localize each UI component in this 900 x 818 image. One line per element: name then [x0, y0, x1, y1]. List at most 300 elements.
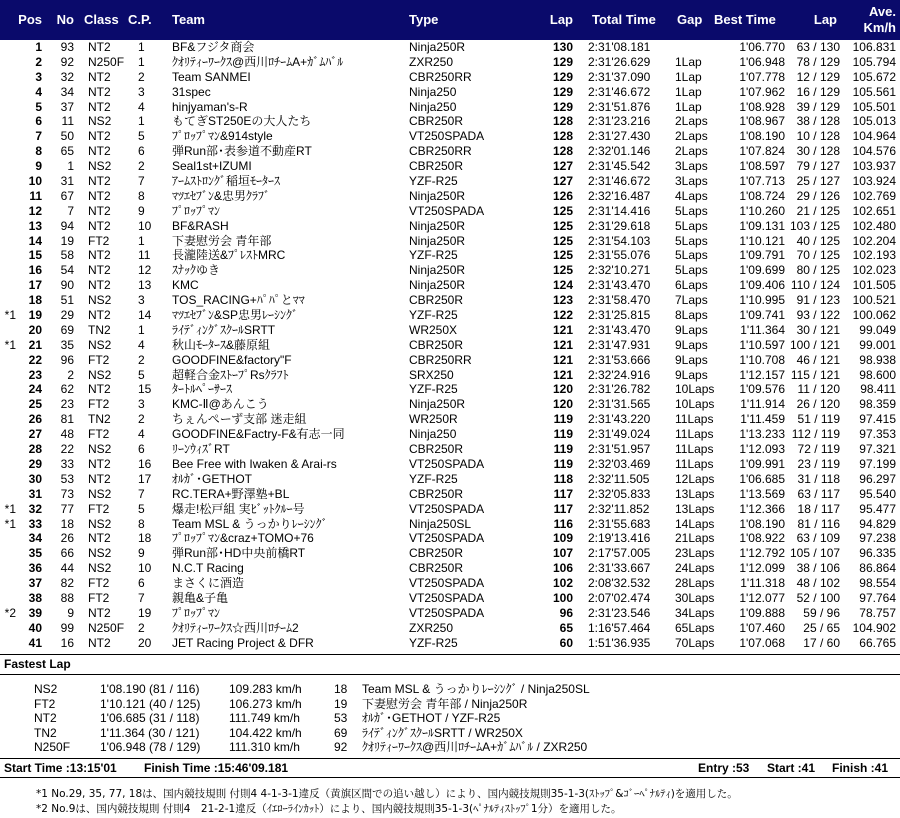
cell-pos: 29 — [28, 456, 42, 471]
cell-cls: NS2 — [88, 337, 112, 352]
cell-gap: 8Laps — [675, 308, 708, 323]
table-row — [0, 55, 900, 70]
cell-team: もてぎST250Eの大人たち — [172, 114, 312, 129]
table-row — [0, 100, 900, 115]
cell-total: 2:31'43.470 — [588, 322, 651, 337]
cell-ave: 100.521 — [852, 293, 896, 308]
cell-team: ﾌﾟﾛｯﾌﾟﾏﾝ&craz+TOMO+76 — [172, 531, 314, 546]
cell-total: 2:32'24.916 — [588, 367, 651, 382]
cell-lap: 128 — [552, 129, 573, 144]
cell-bestlap: 31 / 118 — [797, 471, 840, 486]
cell-best: 1'12.093 — [739, 442, 785, 457]
cell-no: 66 — [60, 546, 74, 561]
table-row — [0, 636, 900, 651]
cell-pos: 20 — [28, 322, 42, 337]
cell-pos: 35 — [28, 546, 42, 561]
cell-type: VT250SPADA — [409, 129, 485, 144]
cell-bestlap: 38 / 128 — [796, 114, 840, 129]
cell-lap: 119 — [553, 427, 573, 442]
cell-lap: 124 — [552, 278, 573, 293]
cell-best: 1'06.685 — [739, 471, 785, 486]
cell-cls: NT2 — [88, 188, 111, 203]
cell-ave: 96.297 — [859, 471, 896, 486]
cell-type: VT250SPADA — [409, 456, 485, 471]
cell-gap: 7Laps — [675, 293, 708, 308]
cell-type: Ninja250SL — [409, 516, 472, 531]
cell-ave: 95.540 — [859, 486, 896, 501]
cell-team: ｽﾅｯｸゆき — [172, 263, 221, 278]
cell-total: 2:07'02.474 — [588, 590, 651, 605]
cell-cp: 1 — [138, 40, 145, 54]
fastest-cell-entry: ｸｵﾘﾃｨｰﾜｰｸｽ@西川ﾛﾁｰﾑA+ｶﾞﾑﾊﾞﾙ / ZXR250 — [362, 740, 588, 754]
cell-team: ﾏﾂｴｾﾌﾞﾝ&忠男ｸﾗﾌﾞ — [172, 188, 271, 203]
cell-type: ZXR250 — [409, 620, 454, 635]
header-ave-unit: Km/h — [863, 20, 896, 35]
cell-pos: 22 — [28, 352, 42, 367]
header-ave-label: Ave. — [869, 4, 896, 19]
cell-total: 2:31'23.546 — [588, 605, 651, 620]
timing-bar — [0, 760, 900, 776]
cell-type: VT250SPADA — [409, 531, 485, 546]
table-row — [0, 457, 900, 472]
cell-lap: 129 — [552, 84, 573, 99]
cell-cp: 8 — [138, 188, 145, 203]
cell-bestlap: 23 / 119 — [797, 456, 840, 471]
cell-ave: 98.359 — [859, 397, 896, 412]
cell-no: 51 — [60, 293, 74, 308]
cell-cp: 7 — [138, 486, 145, 501]
cell-lap: 119 — [553, 412, 573, 427]
cell-no: 81 — [60, 412, 74, 427]
cell-type: CBR250R — [409, 442, 464, 457]
cell-gap: 2Laps — [675, 129, 708, 144]
cell-best: 1'07.962 — [739, 84, 785, 99]
table-row — [0, 323, 900, 338]
cell-gap: 11Laps — [675, 456, 714, 471]
cell-best: 1'10.260 — [739, 203, 785, 218]
cell-cls: NT2 — [88, 531, 111, 546]
cell-type: WR250R — [409, 412, 458, 427]
cell-gap: 10Laps — [675, 397, 715, 412]
header-class: Class — [84, 12, 119, 27]
cell-pos: 4 — [35, 84, 42, 99]
cell-bestlap: 46 / 121 — [796, 352, 840, 367]
fastest-cell-no: 92 — [334, 740, 348, 754]
cell-note: *1 — [4, 501, 16, 516]
cell-no: 82 — [60, 576, 74, 591]
cell-cls: NS2 — [88, 516, 112, 531]
cell-type: WR250X — [409, 322, 458, 337]
cell-total: 2:31'46.672 — [588, 174, 651, 189]
cell-best: 1'06.948 — [739, 54, 785, 69]
cell-team: ｸｵﾘﾃｨｰﾜｰｸｽ☆西川ﾛﾁｰﾑ2 — [172, 620, 299, 635]
cell-bestlap: 59 / 96 — [803, 605, 840, 620]
start-time: Start Time :13:15'01 — [4, 761, 117, 775]
cell-no: 69 — [60, 322, 74, 337]
cell-cp: 14 — [138, 308, 152, 323]
cell-best: 1'09.991 — [739, 456, 785, 471]
fastest-lap-row — [0, 740, 900, 755]
cell-gap: 21Laps — [675, 531, 715, 546]
cell-cls: NT2 — [88, 635, 111, 650]
cell-ave: 102.023 — [852, 263, 896, 278]
cell-gap: 11Laps — [675, 427, 714, 442]
cell-ave: 105.672 — [852, 69, 896, 84]
cell-best: 1'10.995 — [739, 293, 785, 308]
cell-best: 1'08.597 — [739, 159, 785, 174]
fastest-lap-row — [0, 682, 900, 697]
cell-best: 1'12.157 — [739, 367, 785, 382]
cell-cls: NT2 — [88, 308, 111, 323]
cell-total: 2:31'53.666 — [588, 352, 651, 367]
cell-ave: 78.757 — [859, 605, 896, 620]
cell-gap: 9Laps — [675, 322, 708, 337]
cell-cp: 3 — [138, 397, 145, 412]
cell-gap: 4Laps — [675, 188, 708, 203]
cell-pos: 28 — [28, 442, 42, 457]
cell-no: 7 — [67, 203, 74, 218]
fastest-cell-no: 18 — [334, 682, 348, 696]
cell-best: 1'10.121 — [739, 233, 785, 248]
cell-gap: 2Laps — [675, 114, 708, 129]
cell-type: Ninja250R — [409, 218, 466, 233]
cell-cls: NT2 — [88, 382, 111, 397]
cell-gap: 2Laps — [675, 144, 708, 159]
header-team: Team — [172, 12, 205, 27]
cell-total: 2:31'47.931 — [588, 337, 651, 352]
cell-cp: 2 — [138, 159, 145, 174]
cell-no: 50 — [60, 129, 74, 144]
fastest-cell-time: 1'06.948 (78 / 129) — [100, 740, 201, 754]
cell-ave: 105.013 — [852, 114, 896, 129]
cell-cls: TN2 — [88, 322, 111, 337]
cell-total: 2:31'26.782 — [588, 382, 651, 397]
cell-bestlap: 25 / 65 — [803, 620, 840, 635]
table-row — [0, 159, 900, 174]
cell-cls: NT2 — [88, 456, 111, 471]
header-cp: C.P. — [128, 12, 152, 27]
fastest-cell-speed: 104.422 km/h — [229, 725, 302, 740]
cell-lap: 125 — [552, 263, 573, 278]
cell-best: 1'09.131 — [739, 218, 785, 233]
fastest-lap-row — [0, 697, 900, 712]
cell-no: 93 — [60, 40, 74, 54]
table-row — [0, 204, 900, 219]
cell-bestlap: 52 / 100 — [796, 590, 840, 605]
table-row — [0, 85, 900, 100]
cell-type: CBR250R — [409, 293, 464, 308]
cell-no: 35 — [60, 337, 74, 352]
cell-cp: 4 — [138, 427, 145, 442]
cell-gap: 9Laps — [675, 337, 708, 352]
cell-lap: 107 — [552, 546, 573, 561]
cell-cp: 3 — [138, 84, 145, 99]
cell-total: 2:31'08.181 — [588, 40, 651, 54]
table-row — [0, 308, 900, 323]
fastest-cell-cls: FT2 — [34, 696, 56, 711]
cell-best: 1'10.708 — [739, 352, 785, 367]
cell-gap: 30Laps — [675, 590, 715, 605]
cell-no: 2 — [67, 367, 74, 382]
cell-type: VT250SPADA — [409, 590, 485, 605]
cell-bestlap: 40 / 125 — [796, 233, 840, 248]
cell-bestlap: 39 / 129 — [796, 99, 840, 114]
cell-no: 77 — [60, 501, 74, 516]
divider-fastest-title — [0, 674, 900, 675]
cell-team: 下妻慰労会 青年部 — [172, 233, 272, 248]
cell-cp: 8 — [138, 516, 145, 531]
penalty-notes — [36, 787, 738, 817]
cell-no: 31 — [60, 174, 74, 189]
cell-gap: 9Laps — [675, 367, 708, 382]
fastest-cell-cls: NT2 — [34, 711, 57, 725]
header-gap: Gap — [677, 12, 703, 27]
note-2: *2 No.9は、国内競技規則 付則4 21-2-1違反（ｲｴﾛｰﾗｲﾝｶｯﾄ）により、国内競技規則35-1-3(ﾍﾟﾅﾙﾃｨｽﾄｯﾌﾟ1分）を適用した。 — [36, 803, 622, 815]
cell-lap: 119 — [553, 442, 573, 457]
cell-pos: 1 — [35, 40, 42, 54]
cell-cp: 1 — [138, 322, 145, 337]
cell-pos: 34 — [28, 531, 42, 546]
header-lap: Lap — [549, 12, 573, 27]
header-best-lap: Lap — [813, 12, 837, 27]
cell-ave: 97.199 — [859, 456, 896, 471]
cell-no: 32 — [60, 69, 74, 84]
cell-cp: 5 — [138, 129, 145, 144]
cell-cp: 15 — [138, 382, 152, 397]
header-type: Type — [409, 12, 439, 27]
cell-best: 1'11.459 — [740, 412, 785, 427]
cell-gap: 9Laps — [675, 352, 708, 367]
cell-bestlap: 91 / 123 — [796, 293, 840, 308]
cell-pos: 9 — [35, 159, 42, 174]
cell-cp: 1 — [138, 233, 145, 248]
table-row — [0, 427, 900, 442]
fastest-cell-speed: 111.749 km/h — [229, 711, 300, 725]
header-ave — [850, 0, 896, 40]
table-row — [0, 502, 900, 517]
cell-total: 1:16'57.464 — [588, 620, 651, 635]
cell-cp: 2 — [138, 352, 145, 367]
table-row — [0, 531, 900, 546]
cell-pos: 2 — [35, 54, 42, 69]
cell-lap: 128 — [552, 144, 573, 159]
cell-pos: 25 — [28, 397, 42, 412]
cell-cp: 10 — [138, 218, 152, 233]
cell-bestlap: 63 / 117 — [797, 486, 840, 501]
cell-no: 67 — [60, 188, 74, 203]
cell-note: *1 — [4, 337, 16, 352]
cell-pos: 10 — [28, 174, 42, 189]
cell-gap: 10Laps — [675, 382, 715, 397]
cell-cls: N250F — [88, 620, 125, 635]
table-row — [0, 487, 900, 502]
cell-cls: FT2 — [88, 397, 110, 412]
cell-no: 90 — [60, 278, 74, 293]
cell-type: VT250SPADA — [409, 203, 485, 218]
cell-best: 1'07.068 — [739, 635, 785, 650]
cell-pos: 40 — [28, 620, 42, 635]
fastest-cell-time: 1'10.121 (40 / 125) — [100, 696, 201, 711]
cell-gap: 11Laps — [675, 442, 714, 457]
table-row — [0, 174, 900, 189]
cell-type: VT250SPADA — [409, 605, 485, 620]
cell-pos: 30 — [28, 471, 42, 486]
table-row — [0, 576, 900, 591]
cell-total: 2:31'37.090 — [588, 69, 651, 84]
cell-bestlap: 81 / 116 — [797, 516, 840, 531]
table-row — [0, 234, 900, 249]
cell-ave: 97.353 — [859, 427, 896, 442]
cell-bestlap: 38 / 106 — [796, 561, 840, 576]
cell-lap: 117 — [553, 501, 573, 516]
cell-lap: 121 — [552, 367, 573, 382]
cell-no: 73 — [60, 486, 74, 501]
cell-gap: 13Laps — [675, 501, 715, 516]
cell-gap: 1Lap — [675, 99, 702, 114]
cell-cp: 2 — [138, 69, 145, 84]
cell-no: 9 — [67, 605, 74, 620]
cell-ave: 99.001 — [859, 337, 896, 352]
cell-gap: 5Laps — [675, 248, 708, 263]
cell-total: 2:31'51.876 — [588, 99, 651, 114]
cell-ave: 105.794 — [852, 54, 896, 69]
cell-gap: 5Laps — [675, 203, 708, 218]
cell-ave: 66.765 — [859, 635, 896, 650]
cell-bestlap: 105 / 107 — [790, 546, 841, 561]
cell-team: KMC — [172, 278, 199, 293]
cell-type: VT250SPADA — [409, 576, 485, 591]
cell-total: 2:32'01.146 — [588, 144, 651, 159]
cell-bestlap: 21 / 125 — [796, 203, 840, 218]
cell-best: 1'13.233 — [739, 427, 785, 442]
cell-ave: 96.335 — [859, 546, 896, 561]
fastest-cell-entry: Team MSL & うっかりﾚｰｼﾝｸﾞ / Ninja250SL — [362, 682, 590, 696]
table-row — [0, 278, 900, 293]
cell-pos: 41 — [28, 635, 42, 650]
cell-cp: 10 — [138, 561, 152, 576]
cell-cp: 2 — [138, 620, 145, 635]
cell-team: N.C.T Racing — [172, 561, 244, 576]
cell-ave: 102.769 — [852, 188, 896, 203]
cell-pos: 32 — [28, 501, 42, 516]
cell-bestlap: 18 / 117 — [797, 501, 840, 516]
cell-pos: 12 — [28, 203, 42, 218]
cell-no: 96 — [60, 352, 74, 367]
cell-bestlap: 78 / 129 — [796, 54, 840, 69]
cell-no: 34 — [60, 84, 74, 99]
cell-bestlap: 63 / 109 — [796, 531, 840, 546]
cell-ave: 97.764 — [859, 590, 896, 605]
cell-cls: NT2 — [88, 263, 111, 278]
table-row — [0, 40, 900, 55]
cell-ave: 97.321 — [859, 442, 896, 457]
cell-type: VT250SPADA — [409, 501, 485, 516]
cell-total: 2:31'23.216 — [588, 114, 651, 129]
cell-team: 弾Run部･HD中央前橋RT — [172, 546, 306, 561]
cell-gap: 1Lap — [675, 84, 702, 99]
cell-lap: 123 — [552, 293, 573, 308]
fastest-lap-title: Fastest Lap — [4, 657, 71, 671]
cell-lap: 106 — [552, 561, 573, 576]
cell-ave: 103.924 — [852, 174, 896, 189]
fastest-cell-speed: 109.283 km/h — [229, 682, 302, 696]
cell-no: 19 — [60, 233, 74, 248]
cell-lap: 125 — [552, 233, 573, 248]
cell-lap: 102 — [552, 576, 573, 591]
cell-cls: NT2 — [88, 174, 111, 189]
cell-no: 48 — [60, 427, 74, 442]
cell-team: KMC-Ⅱ@あんこう — [172, 397, 269, 412]
cell-pos: 39 — [28, 605, 42, 620]
cell-best: 1'06.770 — [739, 40, 785, 54]
cell-total: 2:31'45.542 — [588, 159, 651, 174]
cell-bestlap: 29 / 126 — [796, 188, 840, 203]
cell-gap: 5Laps — [675, 218, 708, 233]
fastest-cell-no: 19 — [334, 696, 348, 711]
cell-type: YZF-R25 — [409, 471, 458, 486]
cell-ave: 106.831 — [852, 40, 896, 54]
cell-team: hinjyaman's-R — [172, 99, 248, 114]
header-pos: Pos — [18, 12, 42, 27]
cell-cls: FT2 — [88, 427, 110, 442]
cell-lap: 109 — [552, 531, 573, 546]
table-row — [0, 412, 900, 427]
cell-lap: 121 — [552, 322, 573, 337]
cell-bestlap: 16 / 129 — [796, 84, 840, 99]
cell-cp: 18 — [138, 531, 152, 546]
cell-lap: 126 — [552, 188, 573, 203]
cell-ave: 100.062 — [852, 308, 896, 323]
cell-lap: 130 — [552, 40, 573, 54]
cell-cls: NS2 — [88, 546, 112, 561]
cell-total: 2:31'51.957 — [588, 442, 651, 457]
cell-cp: 19 — [138, 605, 152, 620]
cell-note: *1 — [4, 308, 16, 323]
cell-best: 1'08.190 — [739, 129, 785, 144]
cell-best: 1'12.792 — [739, 546, 785, 561]
cell-pos: 36 — [28, 561, 42, 576]
cell-type: Ninja250R — [409, 188, 466, 203]
cell-lap: 129 — [552, 99, 573, 114]
cell-bestlap: 112 / 119 — [791, 427, 840, 442]
cell-bestlap: 17 / 60 — [803, 635, 840, 650]
fastest-cell-cls: NS2 — [34, 682, 58, 696]
cell-ave: 97.238 — [859, 531, 896, 546]
cell-total: 2:32'16.487 — [588, 188, 651, 203]
cell-bestlap: 100 / 121 — [790, 337, 841, 352]
cell-pos: 33 — [28, 516, 42, 531]
cell-team: ﾌﾟﾛｯﾌﾟﾏﾝ — [172, 203, 221, 218]
cell-total: 2:32'05.833 — [588, 486, 651, 501]
cell-gap: 1Lap — [675, 69, 702, 84]
cell-type: Ninja250R — [409, 40, 466, 54]
cell-ave: 104.576 — [852, 144, 896, 159]
cell-no: 37 — [60, 99, 74, 114]
cell-type: Ninja250R — [409, 263, 466, 278]
cell-pos: 19 — [28, 308, 42, 323]
table-row — [0, 621, 900, 636]
cell-gap: 5Laps — [675, 233, 708, 248]
cell-no: 11 — [61, 114, 74, 129]
divider-results — [0, 654, 900, 655]
table-row — [0, 546, 900, 561]
cell-cls: TN2 — [88, 412, 111, 427]
cell-team: ﾌﾟﾛｯﾌﾟﾏﾝ — [172, 605, 221, 620]
cell-ave: 98.938 — [859, 352, 896, 367]
table-row — [0, 129, 900, 144]
cell-bestlap: 93 / 122 — [796, 308, 840, 323]
cell-pos: 8 — [35, 144, 42, 159]
